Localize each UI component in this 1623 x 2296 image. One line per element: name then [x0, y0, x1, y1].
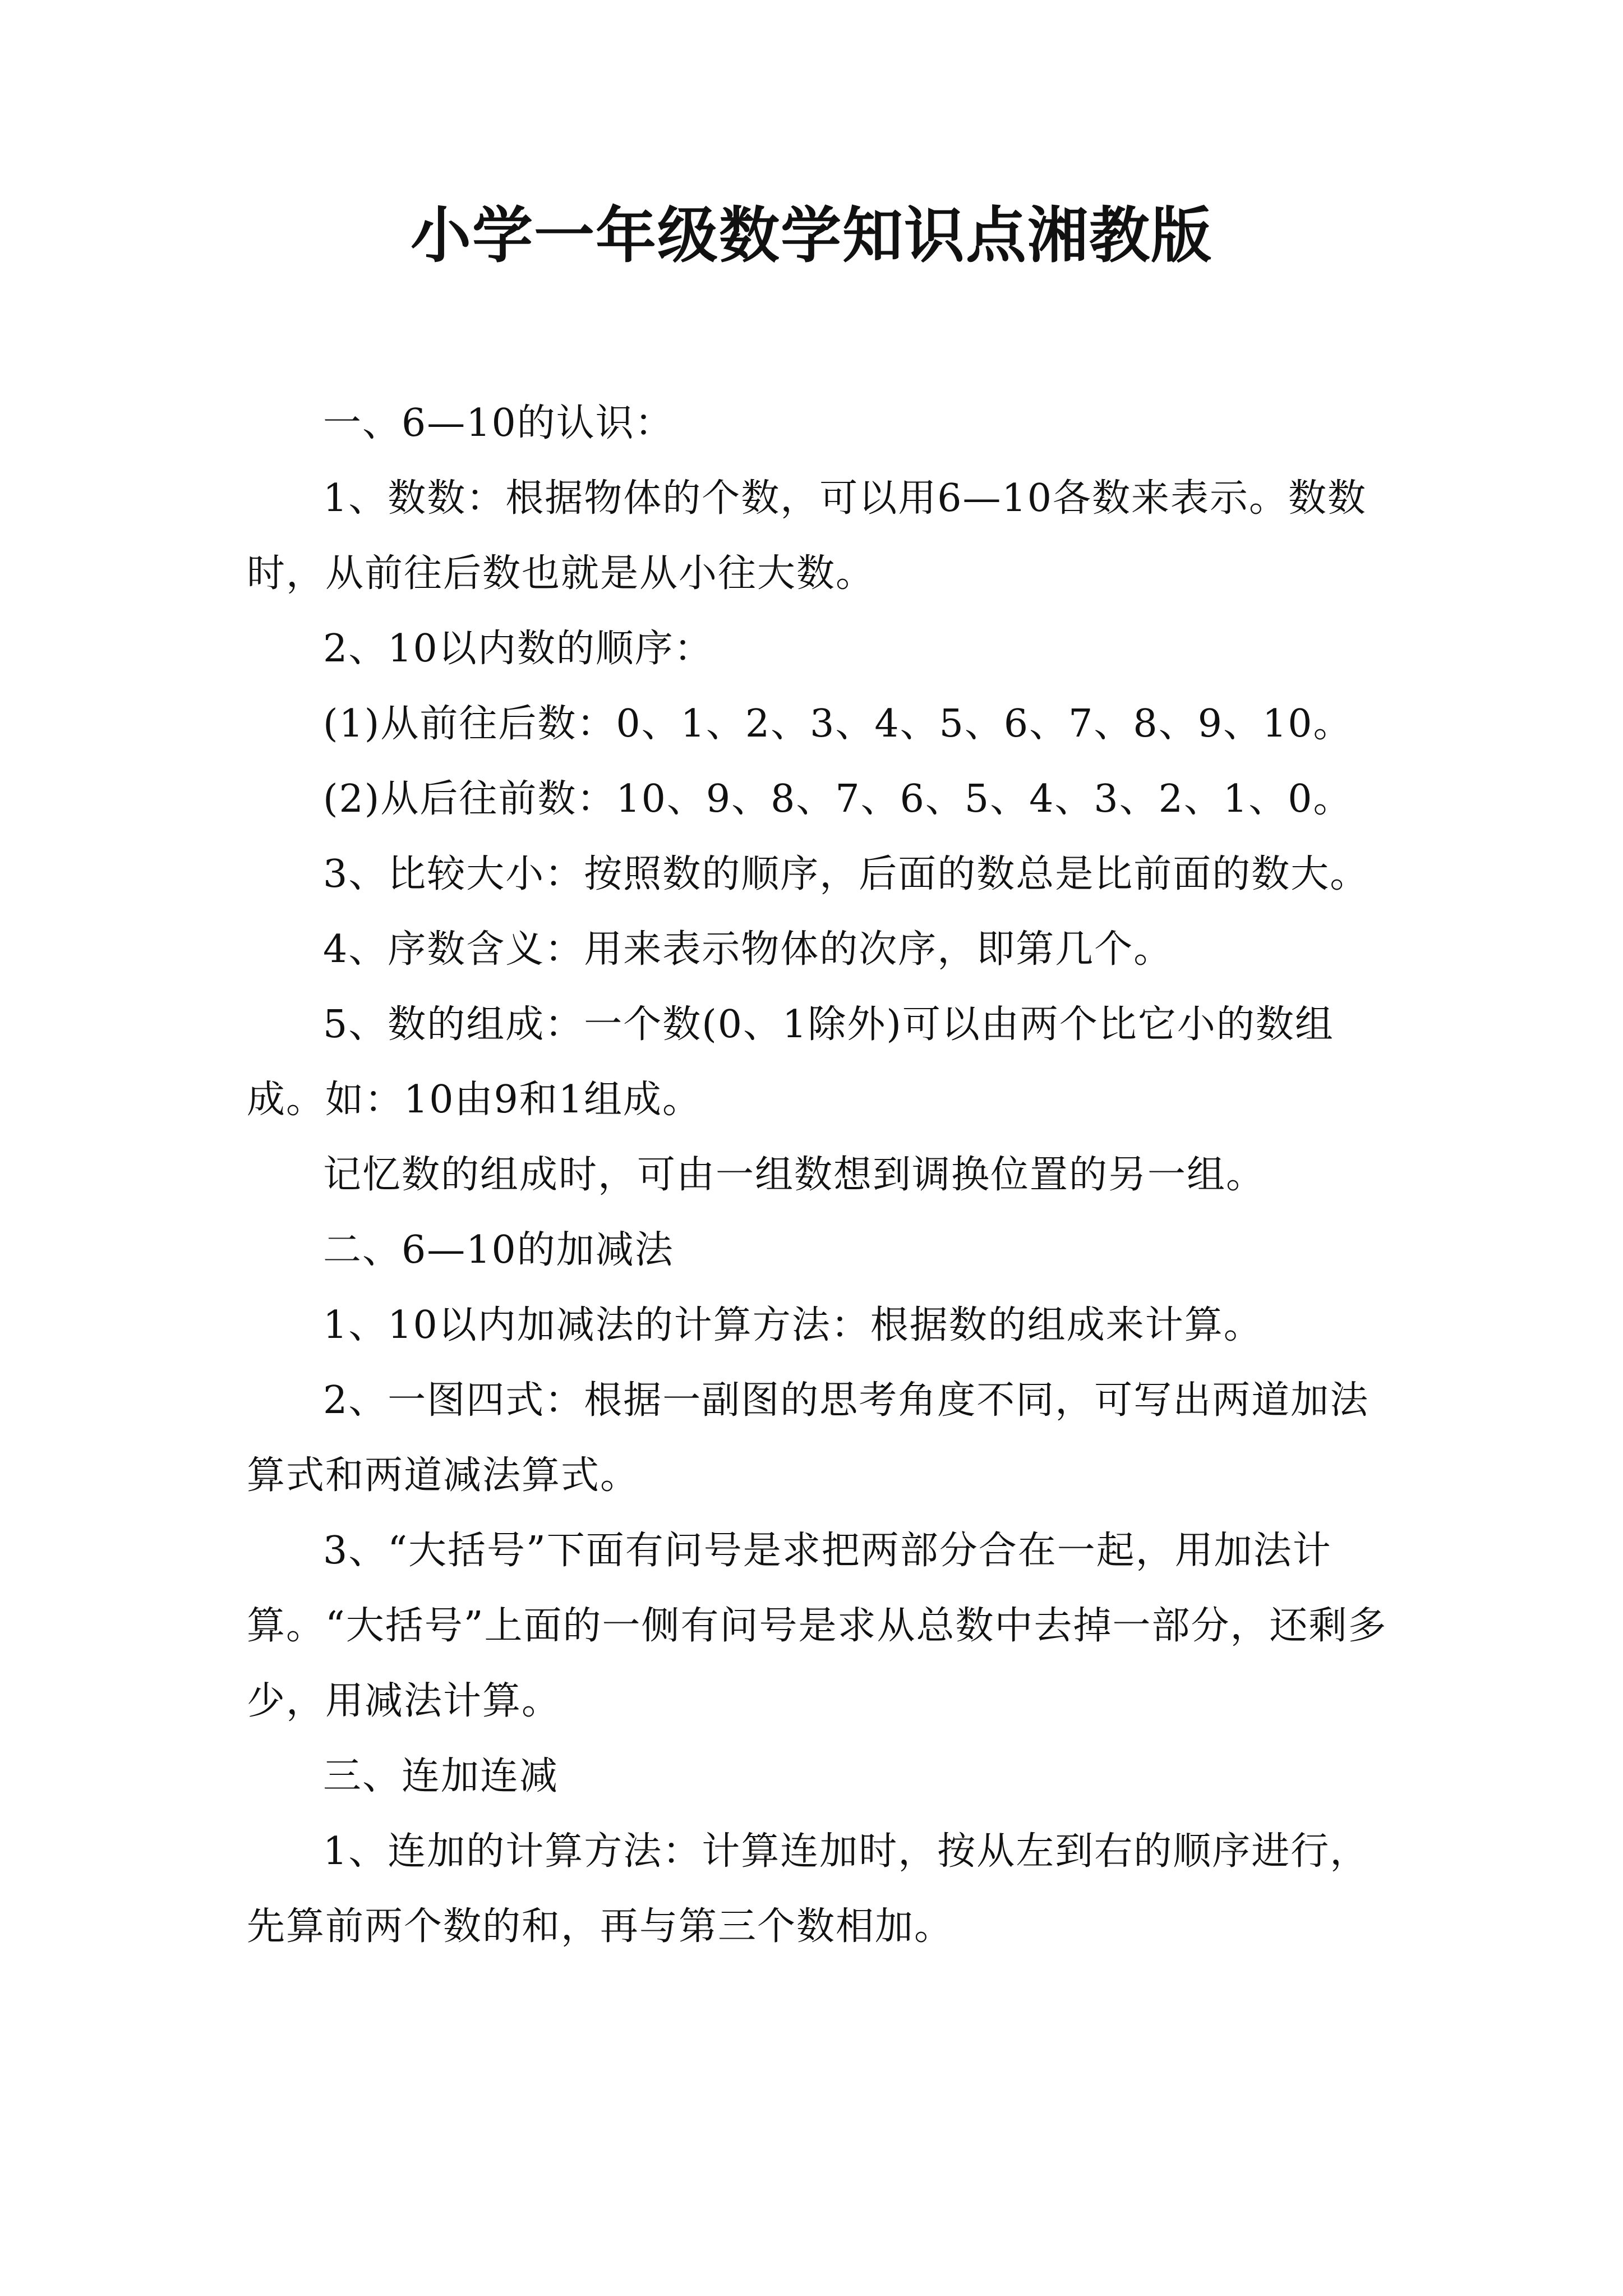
paragraph-counting: 1、数数：根据物体的个数，可以用6—10各数来表示。数数时，从前往后数也就是从小往大数。	[247, 476, 1367, 596]
paragraph-compare: 3、比较大小：按照数的顺序，后面的数总是比前面的数大。	[323, 852, 1370, 896]
section-heading-3: 三、连加连减	[323, 1754, 559, 1798]
paragraph-calc-method: 1、10以内加减法的计算方法：根据数的组成来计算。	[323, 1303, 1263, 1347]
paragraph-brace: 3、“大括号”下面有问号是求把两部分合在一起，用加法计算。“大括号”上面的一侧有问号是求从总数中去掉一部分，还剩多少，用减法计算。	[247, 1529, 1387, 1723]
paragraph-ordinal: 4、序数含义：用来表示物体的次序，即第几个。	[323, 927, 1173, 972]
section-heading-1: 一、6—10的认识：	[323, 401, 674, 445]
paragraph-composition: 5、数的组成：一个数(0、1除外)可以由两个比它小的数组成。如：10由9和1组成。	[247, 1002, 1334, 1122]
paragraph-order-forward: (1)从前往后数：0、1、2、3、4、5、6、7、8、9、10。	[323, 702, 1353, 746]
paragraph-memory: 记忆数的组成时，可由一组数想到调换位置的另一组。	[323, 1153, 1266, 1197]
paragraph-order-backward: (2)从后往前数：10、9、8、7、6、5、4、3、2、1、0。	[323, 777, 1353, 821]
document-title: 小学一年级数学知识点湘教版	[410, 200, 1212, 271]
paragraph-continuous-add: 1、连加的计算方法：计算连加时，按从左到右的顺序进行，先算前两个数的和，再与第三个数相加。	[247, 1829, 1370, 1949]
paragraph-order-heading: 2、10以内数的顺序：	[323, 627, 713, 671]
section-heading-2: 二、6—10的加减法	[323, 1228, 674, 1272]
document-body	[247, 386, 1402, 1964]
paragraph-one-picture: 2、一图四式：根据一副图的思考角度不同，可写出两道加法算式和两道减法算式。	[247, 1378, 1370, 1498]
